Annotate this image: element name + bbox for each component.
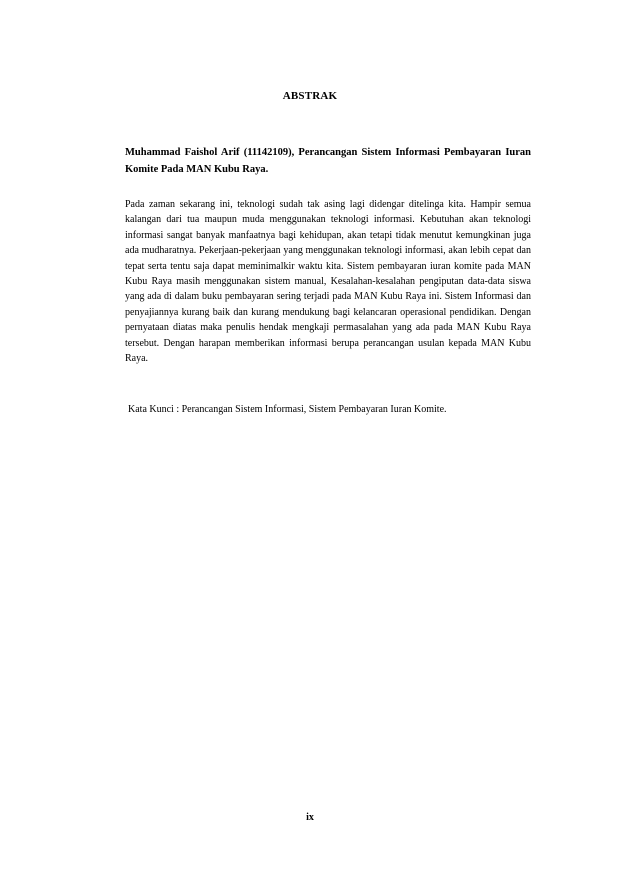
page-title: ABSTRAK — [282, 90, 338, 102]
page-number: ix — [306, 812, 314, 823]
keywords-line: Kata Kunci : Perancangan Sistem Informasi, Sistem Pembayaran Iuran Komite. — [128, 404, 447, 415]
abstract-paragraph: Pada zaman sekarang ini, teknologi sudah tak asing lagi didengar ditelinga kita. Hampir semua kalangan dari tua maupun muda menggunakan teknologi informasi. Kebutuhan akan teknologi informasi sangat banyak manfaatnya bagi kehidupan, akan tetapi tidak menutut kemungkinan juga ada mudharatnya. Pekerjaan-pekerjaan yang menggunakan teknologi informasi, akan lebih cepat dan tepat serta tentu saja dapat meminimalkir waktu kita. Sistem pembayaran iuran komite pada MAN Kubu Raya masih menggunakan sistem manual, Kesalahan-kesalahan pengiputan data-data siswa yang ada di dalam buku pembayaran sering terjadi pada MAN Kubu Raya ini. Sistem Informasi dan penyajiannya kurang baik dan kurang mendukung bagi kelancaran operasional pendidikan. Dengan pernyataan diatas maka penulis hendak mengkaji permasalahan yang ada pada MAN Kubu Raya tersebut. Dengan harapan memberikan informasi berupa perancangan usulan kepada MAN Kubu Raya. — [125, 199, 531, 365]
author-and-thesis-title: Muhammad Faishol Arif (11142109), Perancangan Sistem Informasi Pembayaran Iuran Komite Pada MAN Kubu Raya. — [125, 147, 531, 175]
